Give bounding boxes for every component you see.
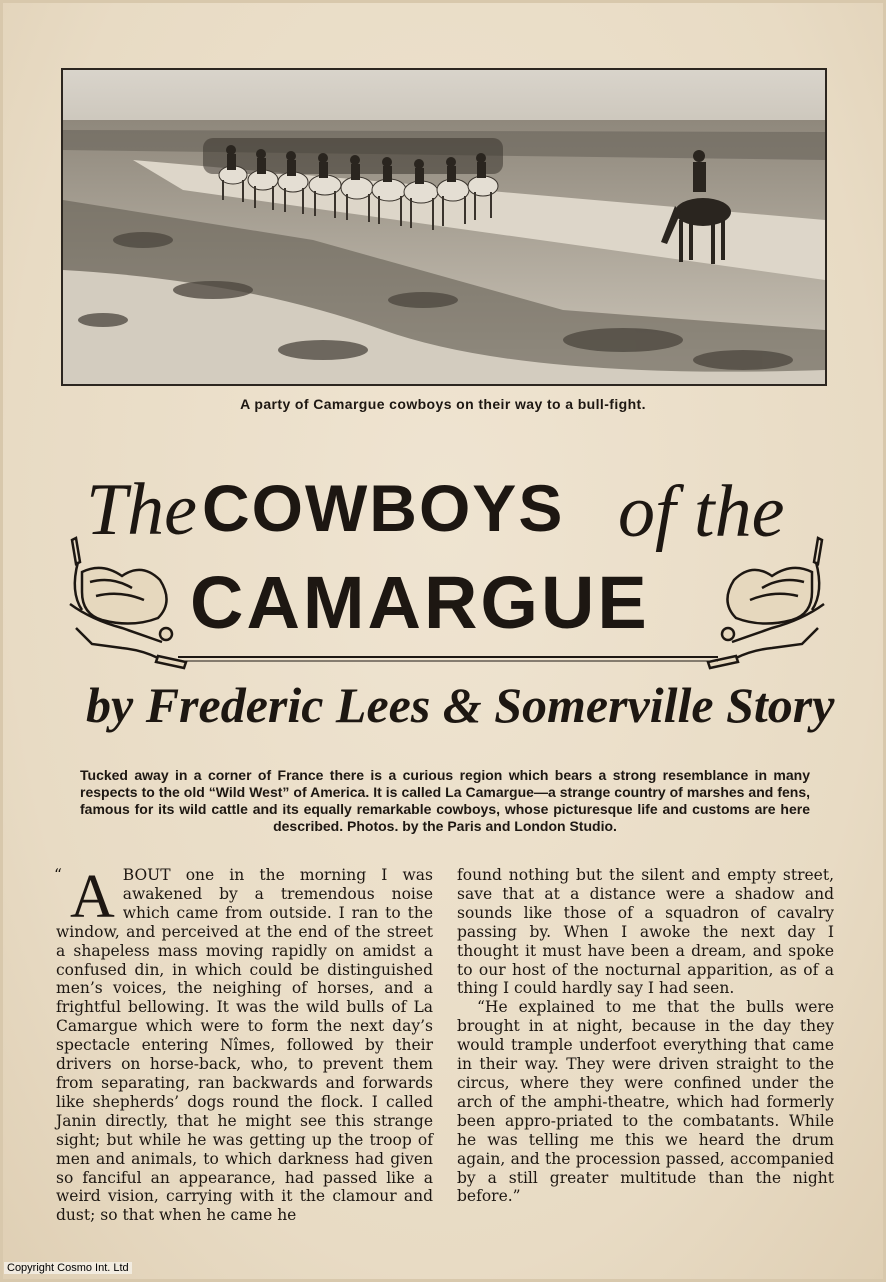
- byline: by Frederic Lees & Somerville Story: [86, 677, 835, 733]
- body-paragraph-left: BOUT one in the morning I was awakened by a tremendous noise which came from outside. I ran to the window, and perceived at the end of the street a shapeless mass moving rapidly on amidst a confused din, in which could be distinguished men’s voices, the neighing of horses, and a frightful bellowing. It was the wild bulls of La Camargue which were to form the next day’s spectacle entering Nîmes, followed by their drivers on horse-back, who, to prevent them from separating, ran backwards and forwards like shepherds’ dogs round the flock. I called Janin directly, that he might see this strange sight; but while he was getting up the troop of men and animals, to which darkness had given so fanciful an appearance, had passed like a weird vision, carrying with it the clamour and dust; so that when he came he: [56, 866, 433, 1225]
- body-column-left: [54, 863, 433, 1225]
- title-of-the: of the: [618, 471, 785, 553]
- title-rule: [178, 655, 718, 663]
- title-cowboys: COWBOYS: [202, 471, 565, 545]
- photo-caption: A party of Camargue cowboys on their way to a bull-fight.: [240, 396, 646, 412]
- title-the: The: [86, 469, 197, 551]
- intro-paragraph: Tucked away in a corner of France there is a curious region which bears a strong resemblance in many respects to the old “Wild West” of America. It is called La Camargue—a strange country of marshes and fens, famous for its wild cattle and its equally remarkable cowboys, whose picturesque life and customs are here described. Photos. by the Paris and London Studio.: [80, 767, 810, 834]
- body-paragraph-right-1: found nothing but the silent and empty street, save that at a distance were a shadow and sounds like those of a squadron of cavalry passing by. When I awoke the next day I thought it must have been a dream, and spoke to our host of the nocturnal apparition, as of a thing I could hardly say I had seen.: [457, 866, 834, 998]
- saddle-ornament-left: [62, 532, 190, 672]
- drop-cap: A: [70, 863, 115, 931]
- copyright-watermark: Copyright Cosmo Int. Ltd: [4, 1262, 132, 1274]
- body-column-right: [457, 866, 834, 1206]
- body-paragraph-right-2: “He explained to me that the bulls were brought in at night, because in the day they would trample underfoot everything that came in their way. They were driven straight to the circus, where they were confined under the arch of the amphi-theatre, which had formerly been appro-priated to the combatants. While he was telling me this we heard the drum again, and the procession passed, accompanied by a still greater multitude than the night before.”: [457, 998, 834, 1206]
- open-quote: “: [54, 866, 62, 884]
- saddle-ornament-right: [704, 532, 832, 672]
- cowboys-photo: [61, 68, 827, 386]
- title-camargue: CAMARGUE: [190, 561, 650, 644]
